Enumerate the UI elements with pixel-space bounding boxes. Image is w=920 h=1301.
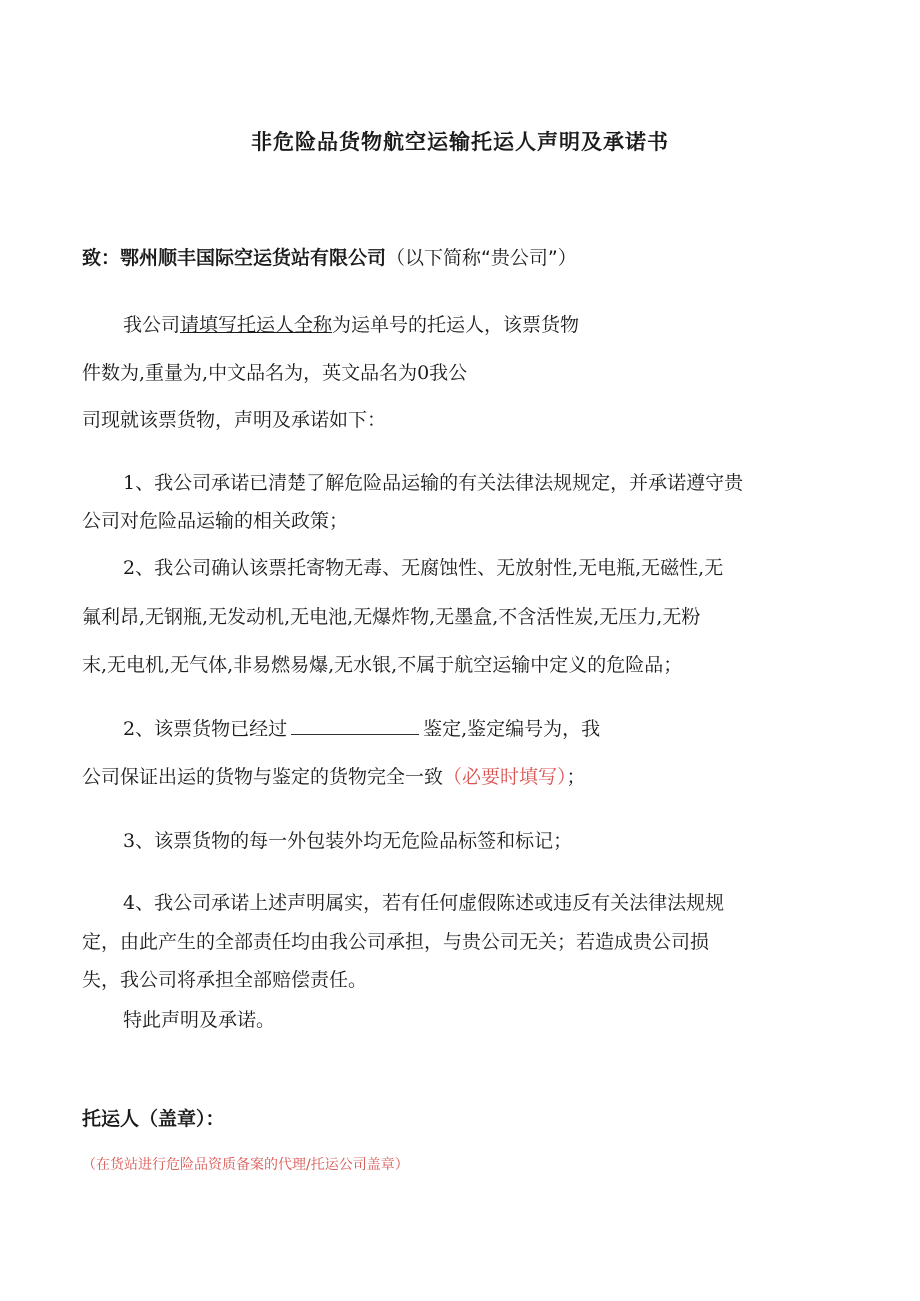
item4-line-2: 定，由此产生的全部责任均由我公司承担，与贵公司无关；若造成贵公司损	[82, 931, 710, 953]
item2b-line2-prefix: 公司保证出运的货物与鉴定的货物完全一致	[82, 766, 444, 788]
signature-note: （在货站进行危险品资质备案的代理/托运公司盖章）	[82, 1157, 409, 1173]
item2b-line-1	[123, 717, 600, 741]
item2-line-1: 2、我公司确认该票托寄物无毒、无腐蚀性、无放射性,无电瓶,无磁性,无	[123, 557, 724, 579]
addressee-suffix: （以下简称“贵公司”）	[386, 247, 577, 269]
item2-line-3: 末,无电机,无气体,非易燃易爆,无水银,不属于航空运输中定义的危险品；	[82, 654, 683, 676]
item2b-suffix: 鉴定,鉴定编号为，我	[423, 718, 601, 740]
intro-line-1	[123, 313, 579, 337]
required-note: （必要时填写）	[443, 766, 567, 788]
intro-line-2: 件数为,重量为,中文品名为，英文品名为0我公	[82, 362, 468, 384]
document-title: 非危险品货物航空运输托运人声明及承诺书	[251, 130, 669, 154]
item1-line-2: 公司对危险品运输的相关政策；	[82, 510, 349, 532]
addressee-line	[82, 246, 577, 270]
item4-line-1: 4、我公司承诺上述声明属实，若有任何虚假陈述或违反有关法律法规规	[123, 892, 725, 914]
item2b-prefix: 2、该票货物已经过	[123, 718, 288, 740]
intro-line-3: 司现就该票货物，声明及承诺如下：	[82, 409, 387, 431]
intro-prefix: 我公司	[123, 314, 181, 336]
intro-suffix: 为运单号的托运人，该票货物	[332, 314, 580, 336]
signature-label: 托运人（盖章）：	[82, 1108, 225, 1130]
closing-statement: 特此声明及承诺。	[123, 1009, 276, 1031]
item1-line-1: 1、我公司承诺已清楚了解危险品运输的有关法律法规规定，并承诺遵守贵	[123, 472, 744, 494]
item2-line-2: 氟利昂,无钢瓶,无发动机,无电池,无爆炸物,无墨盒,不含活性炭,无压力,无粉	[82, 606, 701, 628]
item2b-line2-suffix: ；	[566, 766, 586, 788]
appraisal-blank	[291, 718, 419, 735]
addressee-prefix: 致：	[82, 247, 121, 269]
shipper-name-field: 请填写托运人全称	[180, 314, 333, 336]
item3-line-1: 3、该票货物的每一外包装外均无危险品标签和标记；	[123, 830, 573, 852]
item2b-line-2	[82, 765, 586, 789]
item4-line-3: 失，我公司将承担全部赔偿责任。	[82, 969, 368, 991]
addressee-company: 鄂州顺丰国际空运货站有限公司	[120, 247, 387, 269]
